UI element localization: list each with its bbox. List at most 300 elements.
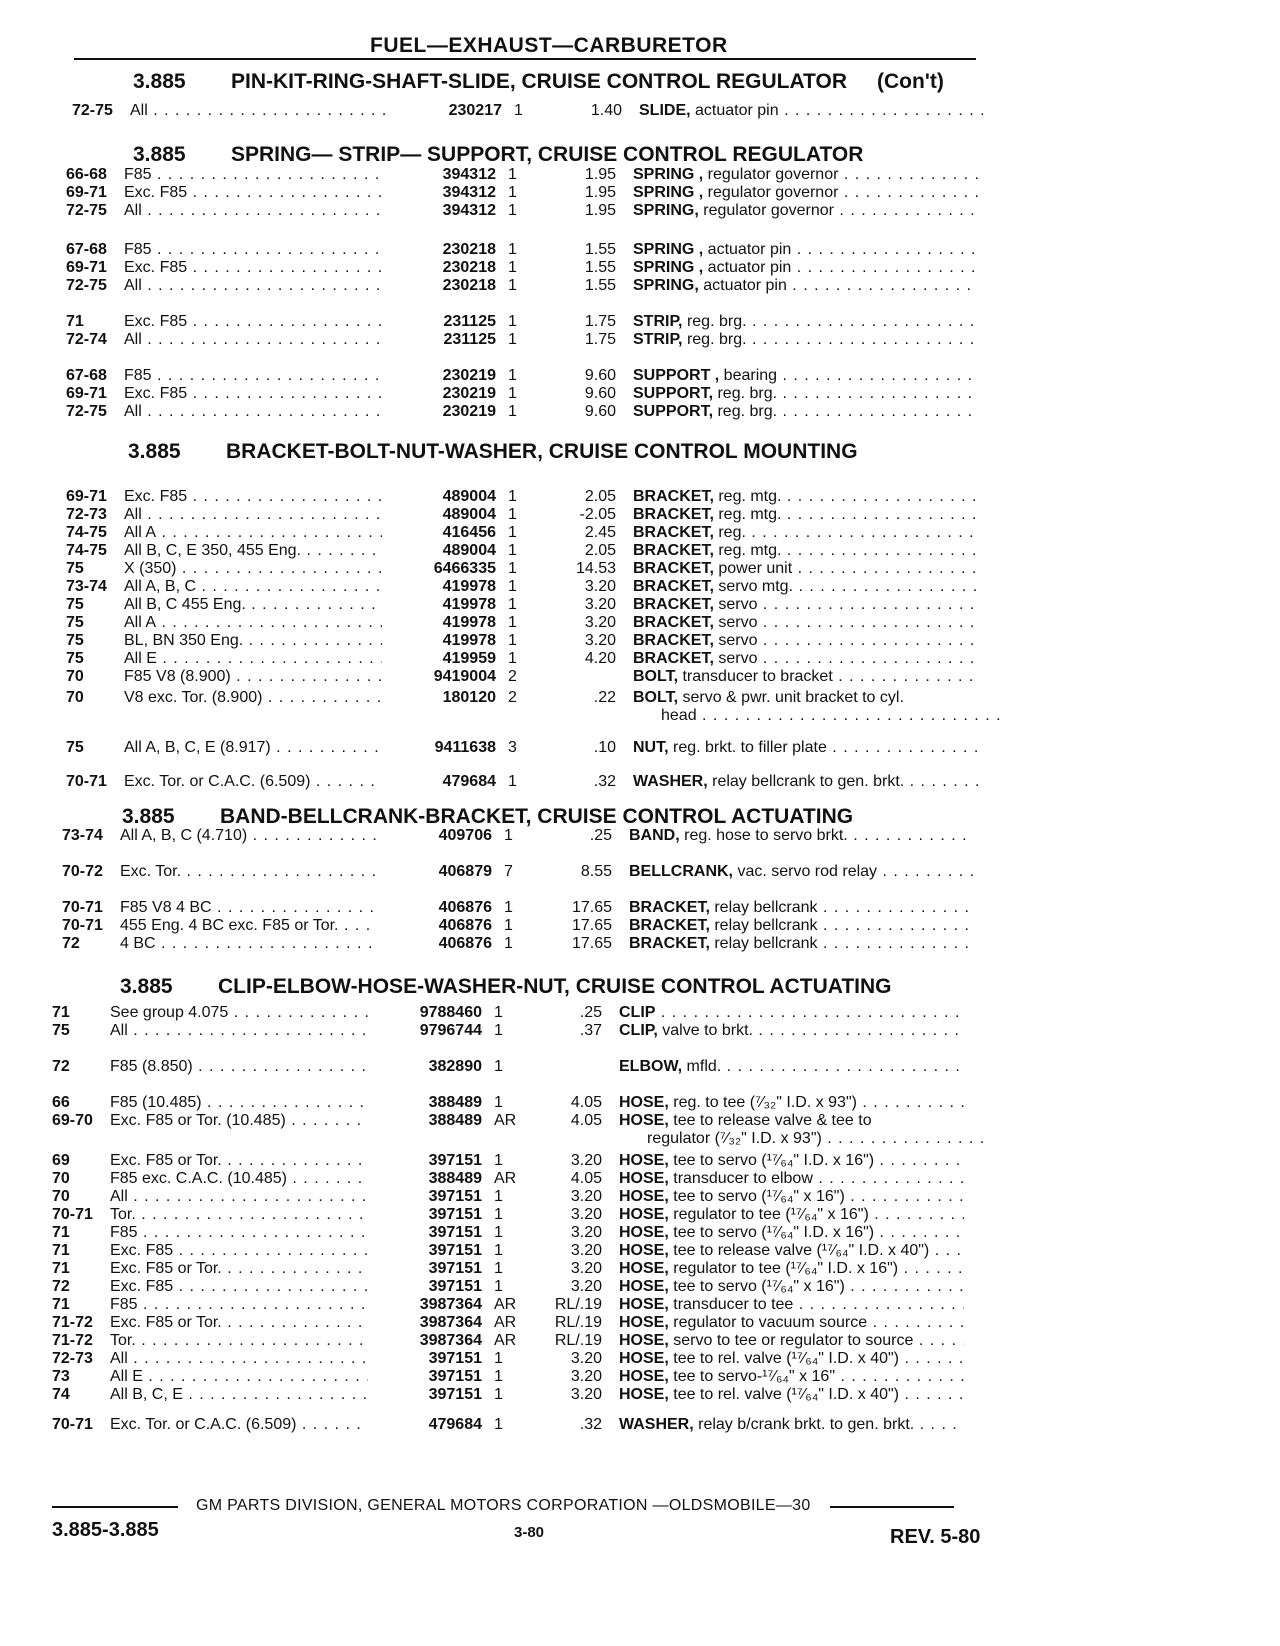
model-application: All . . .: [130, 101, 388, 120]
quantity: 1: [508, 773, 517, 790]
model-year: 69-71: [66, 259, 107, 276]
list-price: 2.05: [584, 488, 616, 505]
quantity: 1: [494, 1242, 503, 1259]
list-price: 2.05: [584, 542, 616, 559]
part-detail: regulator governor: [698, 202, 834, 219]
part-row: [52, 1295, 980, 1314]
part-description: [619, 1313, 964, 1332]
part-number: 419959: [442, 650, 496, 667]
part-name: BRACKET,: [633, 596, 714, 613]
model-year: 70-71: [52, 1206, 93, 1223]
part-number: 406879: [438, 863, 492, 880]
list-price: 14.53: [575, 560, 616, 577]
model-application: Tor. . . .: [110, 1205, 368, 1224]
model-application: All . . .: [124, 276, 382, 295]
model-year: 75: [66, 632, 84, 649]
part-row: [66, 613, 980, 632]
list-price: 3.20: [570, 1152, 602, 1169]
part-detail: servo & pwr. unit bracket to cyl.: [678, 689, 904, 706]
section-heading: [128, 440, 858, 464]
part-detail: reg.: [713, 524, 746, 541]
part-number: 406876: [438, 935, 492, 952]
part-row: [66, 559, 980, 578]
part-description: [633, 402, 978, 421]
part-number: 489004: [442, 542, 496, 559]
model-year: 72: [52, 1278, 70, 1295]
part-row: [66, 688, 980, 707]
quantity: 1: [508, 202, 517, 219]
part-number: 394312: [442, 184, 496, 201]
model-year: 72-74: [66, 331, 107, 348]
model-year: 70-71: [52, 1416, 93, 1433]
quantity: 1: [508, 524, 517, 541]
model-application: All . . .: [110, 1187, 368, 1206]
part-row: [66, 631, 980, 650]
footer-rule-left: [52, 1506, 178, 1508]
quantity: AR: [494, 1314, 517, 1331]
model-application: V8 exc. Tor. (8.900) . . .: [124, 688, 382, 707]
model-year: 70: [66, 668, 84, 685]
quantity: 1: [504, 899, 513, 916]
part-number: 397151: [428, 1224, 482, 1241]
part-row: [66, 523, 980, 542]
model-application: F85 . . .: [110, 1295, 368, 1314]
model-application: All A, B, C (4.710) . . .: [120, 826, 378, 845]
part-detail: reg. brg.: [713, 403, 778, 420]
quantity: 1: [494, 1224, 503, 1241]
part-name: CLIP: [619, 1004, 656, 1021]
model-application: F85 (8.850) . . .: [110, 1057, 368, 1076]
quantity: 1: [504, 935, 513, 952]
model-application: F85 . . .: [124, 165, 382, 184]
model-application: All A, B, C . . .: [124, 577, 382, 596]
part-number: 394312: [442, 202, 496, 219]
section-title: PIN-KIT-RING-SHAFT-SLIDE, CRUISE CONTROL REGULATOR: [231, 70, 848, 93]
part-number: 416456: [442, 524, 496, 541]
part-number: 479684: [428, 1416, 482, 1433]
part-row: [52, 1093, 980, 1112]
model-application: Exc. F85 . . .: [124, 384, 382, 403]
part-row: [52, 1223, 980, 1242]
part-row: [52, 1331, 980, 1350]
part-detail: servo to tee or regulator to source: [668, 1332, 914, 1349]
model-application: Exc. F85 . . .: [124, 487, 382, 506]
list-price: 9.60: [584, 403, 616, 420]
part-number: 397151: [428, 1152, 482, 1169]
quantity: 3: [508, 739, 517, 756]
model-application: Exc. Tor. . . .: [120, 862, 378, 881]
list-price: .37: [579, 1022, 602, 1039]
part-row: [62, 826, 980, 845]
model-year: 71: [52, 1296, 70, 1313]
quantity: 1: [494, 1260, 503, 1277]
part-number: 230219: [442, 385, 496, 402]
part-number: 397151: [428, 1206, 482, 1223]
part-name: WASHER,: [619, 1416, 694, 1433]
model-year: 71: [52, 1260, 70, 1277]
model-year: 75: [66, 596, 84, 613]
list-price: -2.05: [579, 506, 616, 523]
quantity: 1: [494, 1206, 503, 1223]
model-application: See group 4.075 . . .: [110, 1003, 368, 1022]
model-application: F85 . . .: [110, 1223, 368, 1242]
part-row: [66, 772, 980, 791]
part-description: [633, 631, 978, 650]
part-description: [619, 1385, 964, 1404]
part-name: SPRING,: [633, 277, 699, 294]
section-number: 3.885: [120, 975, 173, 998]
list-price: 17.65: [571, 899, 612, 916]
part-description: [639, 101, 984, 120]
part-row: [52, 1021, 980, 1040]
part-name: SPRING,: [633, 202, 699, 219]
part-description: [619, 1169, 964, 1188]
part-description: [619, 1021, 964, 1040]
list-price: 3.20: [570, 1260, 602, 1277]
part-row: [52, 1277, 980, 1296]
part-description-continued: head . . .: [661, 706, 1006, 725]
model-year: 75: [66, 614, 84, 631]
model-year: 69-71: [66, 488, 107, 505]
part-row: [66, 667, 980, 686]
part-detail: actuator pin: [703, 259, 792, 276]
part-name: HOSE,: [619, 1188, 669, 1205]
part-description: [633, 165, 978, 184]
part-number: 9419004: [433, 668, 496, 685]
part-row: [66, 276, 980, 295]
part-name: BOLT,: [633, 668, 679, 685]
part-detail: tee to servo (¹⁷⁄₆₄" I.D. x 16"): [668, 1152, 875, 1169]
model-year: 75: [66, 560, 84, 577]
quantity: 1: [494, 1278, 503, 1295]
quantity: 1: [508, 166, 517, 183]
model-application: All . . .: [110, 1349, 368, 1368]
part-description: [633, 559, 978, 578]
model-application: Exc. F85 . . .: [110, 1241, 368, 1260]
part-number: 397151: [428, 1386, 482, 1403]
part-row: [66, 541, 980, 560]
part-name: HOSE,: [619, 1350, 669, 1367]
part-detail: reg. to tee (⁷⁄₃₂" I.D. x 93"): [668, 1094, 857, 1111]
list-price: 1.75: [584, 313, 616, 330]
quantity: 1: [508, 313, 517, 330]
part-description: [633, 366, 978, 385]
quantity: 1: [494, 1004, 503, 1021]
section-title: BRACKET-BOLT-NUT-WASHER, CRUISE CONTROL MOUNTING: [226, 440, 858, 463]
part-name: SPRING ,: [633, 241, 704, 258]
part-description: [633, 183, 978, 202]
part-row: [52, 1385, 980, 1404]
part-name: NUT,: [633, 739, 669, 756]
quantity: 1: [508, 578, 517, 595]
list-price: 3.20: [584, 596, 616, 613]
part-number: 406876: [438, 917, 492, 934]
model-year: 71: [52, 1224, 70, 1241]
part-name: BRACKET,: [629, 935, 710, 952]
part-detail: relay bellcrank: [709, 899, 818, 916]
part-number: 230218: [442, 259, 496, 276]
quantity: 1: [508, 650, 517, 667]
model-application: Exc. F85 . . .: [124, 183, 382, 202]
quantity: 1: [494, 1022, 503, 1039]
quantity: 1: [508, 259, 517, 276]
part-description: [629, 934, 974, 953]
part-number: 397151: [428, 1368, 482, 1385]
part-detail: reg. brg.: [682, 313, 747, 330]
part-detail: regulator governor: [703, 166, 839, 183]
part-detail: reg. mtg.: [713, 488, 782, 505]
quantity: 1: [508, 277, 517, 294]
part-detail: tee to rel. valve (¹⁷⁄₆₄" I.D. x 40"): [668, 1386, 899, 1403]
part-detail: tee to servo (¹⁷⁄₆₄" x 16"): [668, 1278, 845, 1295]
part-name: HOSE,: [619, 1296, 669, 1313]
part-name: BRACKET,: [633, 542, 714, 559]
model-year: 70: [66, 689, 84, 706]
quantity: 1: [508, 632, 517, 649]
model-application: Exc. F85 . . .: [110, 1277, 368, 1296]
section-title: CLIP-ELBOW-HOSE-WASHER-NUT, CRUISE CONTROL ACTUATING: [218, 975, 892, 998]
quantity: 1: [494, 1350, 503, 1367]
list-price: .32: [593, 773, 616, 790]
model-application: F85 . . .: [124, 240, 382, 259]
part-row: [52, 1003, 980, 1022]
model-year: 72: [62, 935, 80, 952]
part-name: BRACKET,: [633, 578, 714, 595]
model-application: X (350) . . .: [124, 559, 382, 578]
part-row: [66, 402, 980, 421]
part-description: [619, 1415, 964, 1434]
list-price: 1.95: [584, 184, 616, 201]
part-detail: tee to servo-¹⁷⁄₆₄" x 16": [668, 1368, 835, 1385]
model-year: 71-72: [52, 1314, 93, 1331]
list-price: 1.55: [584, 241, 616, 258]
part-detail: relay bellcrank: [709, 935, 818, 952]
list-price: 8.55: [580, 863, 612, 880]
model-application: Exc. Tor. or C.A.C. (6.509) . . .: [124, 772, 382, 791]
part-name: STRIP,: [633, 331, 683, 348]
part-name: HOSE,: [619, 1170, 669, 1187]
part-row: [66, 384, 980, 403]
model-year: 72: [52, 1058, 70, 1075]
quantity: 1: [508, 184, 517, 201]
part-number: 489004: [442, 488, 496, 505]
part-name: HOSE,: [619, 1206, 669, 1223]
part-name: BRACKET,: [633, 488, 714, 505]
list-price: 17.65: [571, 935, 612, 952]
part-description: [619, 1223, 964, 1242]
quantity: 1: [508, 403, 517, 420]
model-year: 75: [52, 1022, 70, 1039]
part-detail: valve to brkt.: [657, 1022, 753, 1039]
part-row: [66, 201, 980, 220]
model-year: 70-71: [62, 899, 103, 916]
quantity: 1: [494, 1416, 503, 1433]
quantity: 1: [494, 1188, 503, 1205]
part-detail: mfld.: [682, 1058, 722, 1075]
model-application: All . . .: [124, 505, 382, 524]
model-application: F85 V8 4 BC . . .: [120, 898, 378, 917]
part-number: 409706: [438, 827, 492, 844]
list-price: 3.20: [570, 1206, 602, 1223]
section-heading: [133, 70, 944, 94]
part-description: [633, 487, 978, 506]
part-row: [52, 1241, 980, 1260]
model-application: Tor. . . .: [110, 1331, 368, 1350]
part-row: [66, 505, 980, 524]
model-application: All E . . .: [124, 649, 382, 668]
model-year: 72-73: [66, 506, 107, 523]
model-year: 66: [52, 1094, 70, 1111]
part-name: CLIP,: [619, 1022, 658, 1039]
part-name: SLIDE,: [639, 102, 691, 119]
list-price: 3.20: [584, 632, 616, 649]
part-detail: servo: [713, 596, 758, 613]
model-year: 70-71: [66, 773, 107, 790]
part-description: [633, 738, 978, 757]
part-description: [619, 1259, 964, 1278]
page-title: FUEL—EXHAUST—CARBURETOR: [370, 34, 728, 57]
model-year: 72-73: [52, 1350, 93, 1367]
part-name: HOSE,: [619, 1112, 669, 1129]
part-name: ELBOW,: [619, 1058, 683, 1075]
model-application: Exc. Tor. or C.A.C. (6.509) . . .: [110, 1415, 368, 1434]
part-detail: reg. brg.: [682, 331, 747, 348]
part-row: [52, 1367, 980, 1386]
model-application: F85 exc. C.A.C. (10.485) . . .: [110, 1169, 368, 1188]
part-name: WASHER,: [633, 773, 708, 790]
part-number: 230219: [442, 403, 496, 420]
list-price: 9.60: [584, 385, 616, 402]
model-application: Exc. F85 or Tor. . . .: [110, 1313, 368, 1332]
part-number: 231125: [443, 331, 496, 348]
quantity: 1: [494, 1152, 503, 1169]
model-year: 72-75: [72, 102, 113, 119]
section-number: 3.885: [133, 70, 186, 93]
part-number: 3987364: [419, 1296, 482, 1313]
part-detail: relay bellcrank: [709, 917, 818, 934]
part-detail: actuator pin: [703, 241, 792, 258]
model-year: 71: [52, 1004, 70, 1021]
part-row: [72, 101, 980, 120]
part-detail: tee to release valve & tee to: [668, 1112, 872, 1129]
header-rule: [74, 58, 976, 60]
model-application: Exc. F85 or Tor. . . .: [110, 1259, 368, 1278]
part-row: [52, 1187, 980, 1206]
part-name: SUPPORT,: [633, 403, 714, 420]
part-row: [52, 1111, 980, 1130]
part-detail: relay b/crank brkt. to gen. brkt.: [693, 1416, 915, 1433]
part-detail: tee to servo (¹⁷⁄₆₄" x 16"): [668, 1188, 845, 1205]
model-application: All . . .: [124, 402, 382, 421]
model-application: Exc. F85 . . .: [124, 258, 382, 277]
part-detail: vac. servo rod relay: [733, 863, 878, 880]
part-detail: servo: [713, 650, 758, 667]
model-year: 74: [52, 1386, 70, 1403]
model-year: 67-68: [66, 241, 107, 258]
quantity: 1: [494, 1094, 503, 1111]
part-number: 406876: [438, 899, 492, 916]
quantity: 1: [508, 596, 517, 613]
quantity: 1: [508, 506, 517, 523]
part-detail: reg. brg.: [713, 385, 778, 402]
list-price: 3.20: [570, 1368, 602, 1385]
quantity: AR: [494, 1332, 517, 1349]
model-year: 75: [66, 650, 84, 667]
part-number: 3987364: [419, 1332, 482, 1349]
part-number: 9411638: [434, 739, 496, 756]
part-number: 388489: [428, 1170, 482, 1187]
model-year: 73-74: [66, 578, 107, 595]
part-name: BRACKET,: [633, 560, 714, 577]
part-name: HOSE,: [619, 1314, 669, 1331]
list-price: 1.55: [584, 259, 616, 276]
list-price: 1.40: [590, 102, 622, 119]
part-name: BOLT,: [633, 689, 679, 706]
model-application: Exc. F85 or Tor. . . .: [110, 1151, 368, 1170]
model-year: 74-75: [66, 524, 107, 541]
part-detail: tee to servo (¹⁷⁄₆₄" I.D. x 16"): [668, 1224, 875, 1241]
part-number: 3987364: [419, 1314, 482, 1331]
part-description: [619, 1349, 964, 1368]
part-number: 180120: [442, 689, 496, 706]
model-application: F85 (10.485) . . .: [110, 1093, 368, 1112]
part-row: [52, 1313, 980, 1332]
part-detail: transducer to tee: [668, 1296, 794, 1313]
model-year: 70-71: [62, 917, 103, 934]
part-name: BRACKET,: [633, 650, 714, 667]
model-year: 70: [52, 1170, 70, 1187]
part-number: 230218: [442, 277, 496, 294]
part-number: 419978: [442, 596, 496, 613]
quantity: 1: [508, 560, 517, 577]
part-detail: tee to release valve (¹⁷⁄₆₄" I.D. x 40"): [668, 1242, 930, 1259]
part-name: STRIP,: [633, 313, 683, 330]
quantity: 1: [508, 367, 517, 384]
part-description: [633, 577, 978, 596]
part-detail: servo: [713, 632, 758, 649]
part-name: SPRING ,: [633, 259, 704, 276]
model-year: 73: [52, 1368, 70, 1385]
quantity: 1: [508, 542, 517, 559]
part-name: HOSE,: [619, 1224, 669, 1241]
part-number: 230217: [448, 102, 502, 119]
list-price: 3.20: [570, 1350, 602, 1367]
list-price: 3.20: [584, 614, 616, 631]
model-application: BL, BN 350 Eng. . . .: [124, 631, 382, 650]
part-detail: regulator governor: [703, 184, 839, 201]
model-application: Exc. F85 or Tor. (10.485) . . .: [110, 1111, 368, 1130]
part-row: [66, 240, 980, 259]
part-description: [619, 1057, 964, 1076]
footer-revision: REV. 5-80: [890, 1526, 981, 1548]
part-row: [62, 916, 980, 935]
part-number: 388489: [428, 1112, 482, 1129]
list-price: 4.05: [570, 1094, 602, 1111]
part-number: 397151: [428, 1278, 482, 1295]
list-price: 3.20: [570, 1386, 602, 1403]
list-price: .25: [589, 827, 612, 844]
section-title: SPRING— STRIP— SUPPORT, CRUISE CONTROL REGULATOR: [231, 143, 864, 166]
part-detail: regulator to tee (¹⁷⁄₆₄" I.D. x 16"): [668, 1260, 899, 1277]
model-application: F85 V8 (8.900) . . .: [124, 667, 382, 686]
list-price: 2.45: [584, 524, 616, 541]
part-description: [633, 384, 978, 403]
model-year: 66-68: [66, 166, 107, 183]
part-number: 479684: [442, 773, 496, 790]
part-row: [62, 898, 980, 917]
list-price: 3.20: [584, 578, 616, 595]
list-price: 4.05: [570, 1170, 602, 1187]
